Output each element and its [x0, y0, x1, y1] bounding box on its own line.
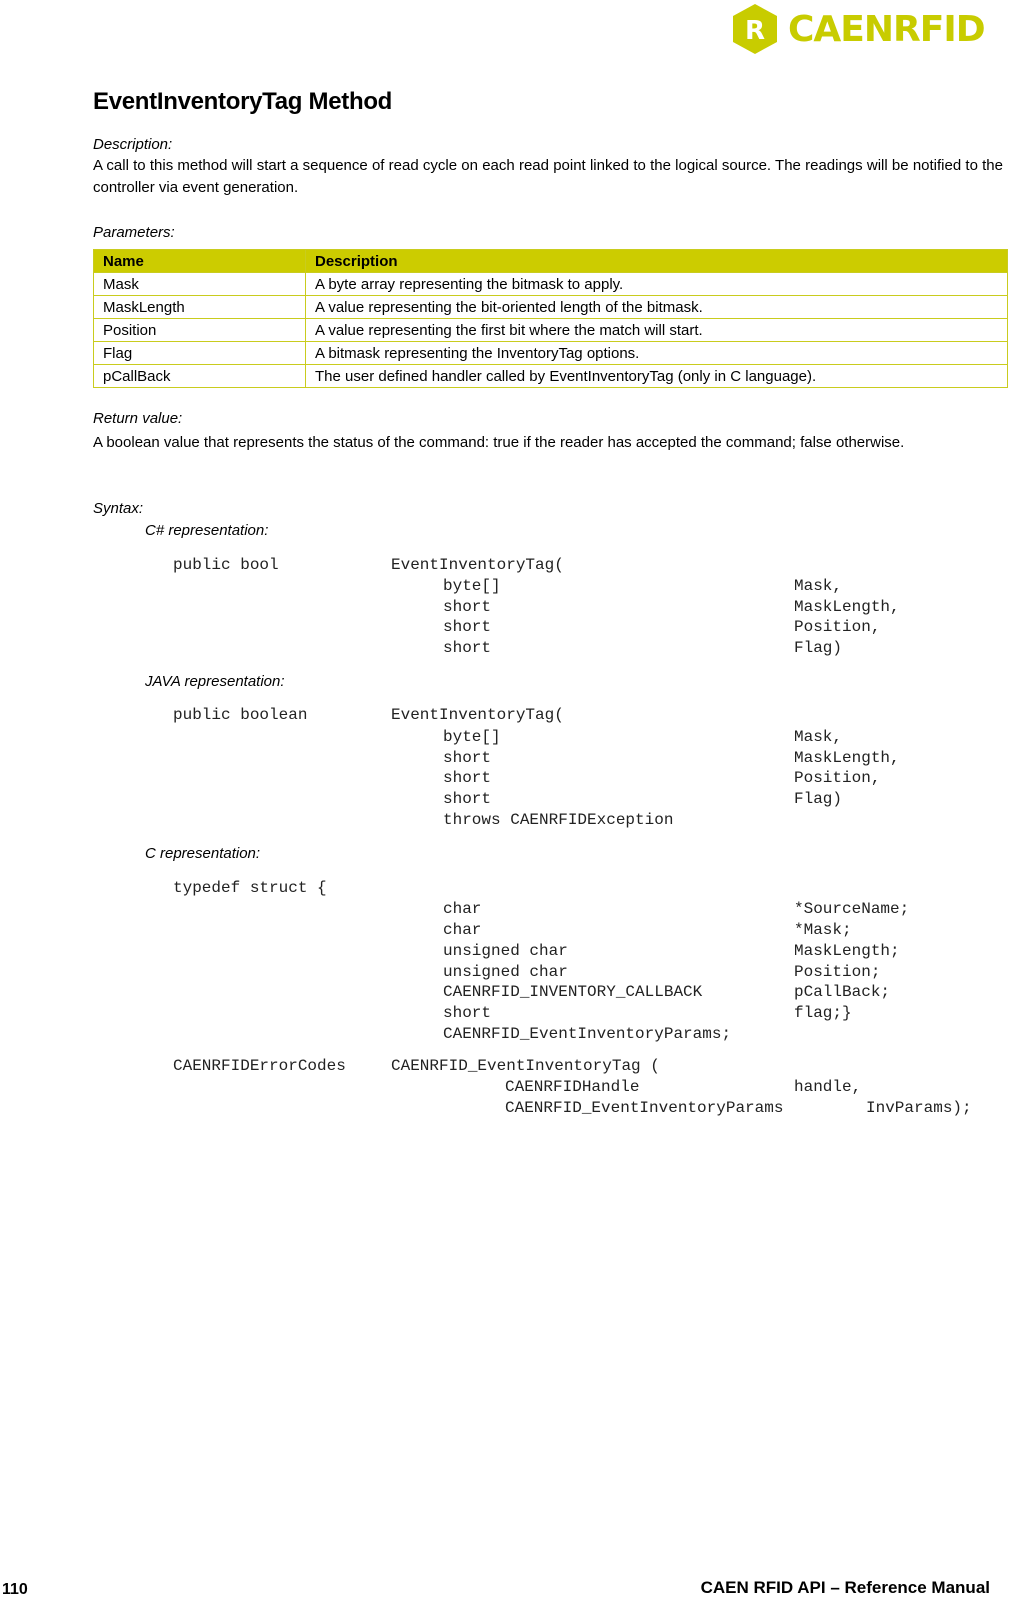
param-description: A byte array representing the bitmask to apply.: [306, 273, 1008, 296]
csharp-return-type: public bool: [173, 556, 279, 574]
parameters-table: [93, 249, 1008, 388]
param-description: The user defined handler called by EventInventoryTag (only in C language).: [306, 365, 1008, 388]
c-typedef: typedef struct {: [173, 879, 327, 897]
c-field-type: char: [443, 921, 482, 939]
java-param-type: short: [443, 790, 492, 808]
c-function-name: CAENRFID_EventInventoryTag (: [391, 1057, 660, 1075]
param-name: Position: [94, 319, 306, 342]
param-name: Flag: [94, 342, 306, 365]
c-param-type: CAENRFIDHandle: [505, 1078, 640, 1096]
c-field-type: CAENRFID_INVENTORY_CALLBACK: [443, 983, 703, 1001]
java-return-type: public boolean: [173, 706, 308, 724]
csharp-param-name: Flag): [794, 639, 843, 657]
param-name: Mask: [94, 273, 306, 296]
csharp-param-type: short: [443, 598, 492, 616]
java-param-name: Mask,: [794, 728, 843, 746]
return-value-label: Return value:: [93, 410, 183, 427]
description-label: Description:: [93, 136, 173, 153]
java-function-name: EventInventoryTag(: [391, 706, 564, 724]
param-name: pCallBack: [94, 365, 306, 388]
c-return-type: CAENRFIDErrorCodes: [173, 1057, 346, 1075]
manual-title: CAEN RFID API – Reference Manual: [700, 1578, 990, 1597]
parameters-label: Parameters:: [93, 224, 175, 241]
syntax-label: Syntax:: [93, 500, 144, 517]
column-header-description: Description: [306, 250, 1008, 273]
param-description: A value representing the first bit where the match will start.: [306, 319, 1008, 342]
table-row: [94, 273, 1008, 296]
company-logo: [728, 2, 1000, 56]
c-field-name: flag;}: [794, 1004, 852, 1022]
return-value-text: A boolean value that represents the status of the command: true if the reader has accepted the command; false otherwise.: [93, 434, 905, 451]
csharp-param-type: short: [443, 639, 492, 657]
svg-text:R: R: [744, 16, 766, 46]
csharp-param-name: Position,: [794, 618, 881, 636]
java-label: JAVA representation:: [145, 673, 285, 690]
c-param-name: handle,: [794, 1078, 862, 1096]
csharp-function-name: EventInventoryTag(: [391, 556, 564, 574]
c-field-type: short: [443, 1004, 492, 1022]
description-text: A call to this method will start a sequence of read cycle on each read point linked to the logical source. The readings will be notified to the controller via event generation.: [93, 157, 1003, 196]
java-param-name: Flag): [794, 790, 843, 808]
param-description: A value representing the bit-oriented length of the bitmask.: [306, 296, 1008, 319]
csharp-param-type: short: [443, 618, 492, 636]
param-name: MaskLength: [94, 296, 306, 319]
table-header-row: [94, 250, 1008, 273]
page-number: 110: [2, 1581, 28, 1598]
csharp-label: C# representation:: [145, 522, 269, 539]
param-description: A bitmask representing the InventoryTag options.: [306, 342, 1008, 365]
csharp-param-name: Mask,: [794, 577, 843, 595]
page-title: EventInventoryTag Method: [93, 88, 393, 115]
java-throws: throws CAENRFIDException: [443, 811, 674, 829]
c-field-type: char: [443, 900, 482, 918]
c-field-name: *Mask;: [794, 921, 852, 939]
c-field-name: MaskLength;: [794, 942, 900, 960]
table-row: [94, 365, 1008, 388]
c-param-name: InvParams);: [866, 1099, 972, 1117]
csharp-param-type: byte[]: [443, 577, 501, 595]
c-label: C representation:: [145, 845, 261, 862]
c-field-name: *SourceName;: [794, 900, 910, 918]
c-struct-name: CAENRFID_EventInventoryParams;: [443, 1025, 732, 1043]
table-row: [94, 319, 1008, 342]
column-header-name: Name: [94, 250, 306, 273]
java-param-name: Position,: [794, 769, 881, 787]
c-field-name: Position;: [794, 963, 881, 981]
table-row: [94, 296, 1008, 319]
c-field-name: pCallBack;: [794, 983, 891, 1001]
logo-text: CAENRFID: [788, 9, 985, 50]
table-row: [94, 342, 1008, 365]
java-param-type: short: [443, 749, 492, 767]
c-field-type: unsigned char: [443, 963, 568, 981]
java-param-type: short: [443, 769, 492, 787]
c-field-type: unsigned char: [443, 942, 568, 960]
c-param-type: CAENRFID_EventInventoryParams: [505, 1099, 784, 1117]
java-param-name: MaskLength,: [794, 749, 900, 767]
csharp-param-name: MaskLength,: [794, 598, 900, 616]
java-param-type: byte[]: [443, 728, 501, 746]
caen-hexagon-icon: [728, 2, 782, 56]
